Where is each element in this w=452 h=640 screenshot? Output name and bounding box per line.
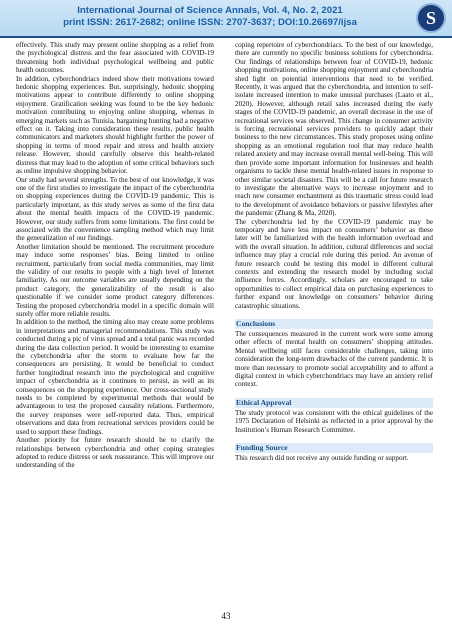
left-paragraph: Another limitation should be mentioned. The recruitment procedure may induce some responses’ bias. Being limited to online recruitment, particularly from social media communities, may limit the validity of our results to people with a high level of Internet familiarity. As our outcome variables are usually depending on the product category, the generalizability of the result is also questionable if we consider some product category differences. Testing the proposed cyberchondria model in a specific domain will surely offer more reliable results. bbox=[16, 242, 214, 318]
page-number: 43 bbox=[221, 611, 231, 621]
right-column bbox=[235, 41, 433, 462]
journal-header bbox=[0, 0, 452, 36]
logo-letter: S bbox=[425, 8, 436, 28]
left-paragraph: effectively. This study may present online shopping as a relief from the psychological distress and the fear associated with COVID-19 threatening both individual psychological wellbeing and public health outcomes. bbox=[16, 41, 214, 75]
left-paragraph: In addition to the method, the timing also may create some problems in interpretations and managerial recommendations. This study was conducted during a pic of virus spread and a total panic was recorded during the data collection period. It would be interesting to examine the cyberchondria after the storm to evaluate how far the consequences are persisting. It would be beneficial to conduct further longitudinal research into the psychological and cognitive impact of cyberchondria as it continues to persist, as well as its consequences on the shopping experience. Our cross-sectional study needs to be completed by experimental methods that would be advantageous to test the proposed causality relations. Furthermore, the survey responses were self-reported data. Thus, empirical observations and data from recreational services providers could be used to support these findings. bbox=[16, 318, 214, 436]
left-paragraph: Our study had several strengths. To the best of our knowledge, it was one of the first studies to investigate the impact of the cyberchondria on shopping experiences during the COVID-19 pandemic. This is particularly important, as this study serves as some of the first data about the mental health impacts of the COVID-19 pandemic. However, our study suffers from some limitations. The first could be associated with the convenience sampling method which may limit the generalization of our findings. bbox=[16, 175, 214, 243]
header-divider bbox=[0, 36, 452, 38]
left-column bbox=[16, 41, 214, 470]
left-paragraph: In addition, cyberchondriacs indeed show their motivations toward hedonic shopping experiences. But, surprisingly, hedonic shopping motivations appear to contribute differently to online shopping enjoyment. Gratification seeking was found to be the key hedonic motivation contributing to enjoying online shopping, whereas in emerging markets such as Tunisia, bargaining hunting had a negative effect on it. Taking into consideration these results, public health communicators and marketers should highlight further the power of shopping in terms of mood repair and stress and health anxiety release. However, should carefully observe this health-related distress that may lead to the adoption of some critical behaviors such as online impulsive shopping behavior. bbox=[16, 74, 214, 176]
section-heading-conclusions: Conclusions bbox=[235, 319, 433, 329]
ethical-approval-text: The study protocol was consistent with the ethical guidelines of the 1975 Declaration of Helsinki as reflected in a prior approval by the Institution’s Human Research Committee. bbox=[235, 408, 433, 434]
section-heading-ethical-approval: Ethical Approval bbox=[235, 398, 433, 408]
section-heading-funding-source: Funding Source bbox=[235, 443, 433, 453]
journal-issn-doi: print ISSN: 2617-2682; online ISSN: 2707-3637; DOI:10.26697/ijsa bbox=[63, 17, 357, 28]
funding-source-text: This research did not receive any outside funding or support. bbox=[235, 454, 409, 463]
right-paragraph: The cyberchondria led by the COVID-19 pandemic may be temporary and have less impact on consumers’ behavior as these later will be familiarized with the health information overload and with the overall situation. In addition, cultural differences and social influence may play a crucial role during this period. An avenue of future research could be testing this model in different cultural contexts and extending the research model by including social influence forces. Accordingly, scholars are encouraged to take opportunities to collect empirical data on purchasing experiences to further expand our knowledge on consumers’ behavior during catastrophic situations. bbox=[235, 217, 433, 310]
journal-logo-icon bbox=[416, 3, 446, 33]
right-paragraph: coping repertoire of cyberchondriacs. To the best of our knowledge, there are currently no specific business solutions for cyberchondria. Our findings of relationships between fear of COVID-19, hedonic shopping motivations, online shopping enjoyment and cyberchondria shed light on potential interventions that need to be verified. Recently, it was argued that the cyberchondria, and intention to self-isolate increased intention to make unusual purchases (Laato et al., 2020). However, although retail sales increased during the early stages of the COVID-19 pandemic, an overall decrease in the use of recreational services was observed. This change in consumer activity is forcing recreational services providers to quickly adapt their business to the new circumstances. This study proposes using online shopping as an emotional regulation tool that may reduce health related anxiety and may increase overall mental well-being. This will then provide some important information for businesses and health organisms to tackle these mental health-related issues in response to other similar societal disasters. This will be a call for future research to investigate the alternative ways to increase enjoyment and to reach new consumer enchantment as this traumatic stress could lead to the development of avoidance behaviors or passive lifestyles after the pandemic (Zhang & Ma, 2020). bbox=[235, 41, 433, 218]
left-paragraph: Another priority for future research should be to clarify the relationships between cyberchondria and other coping strategies adopted to reduce distress or seek reassurance. This will improve our understanding of the bbox=[16, 436, 214, 470]
conclusions-text: The consequences measured in the current work were some among other effects of mental health on consumers’ shopping attitudes. Mental wellbeing still faces considerable challenges, taking into consideration the long-term drawbacks of the current pandemic. It is more than necessary to promote social acceptability and to afford a digital context in which cyberchondriacs may have an anxiety relief context. bbox=[235, 330, 433, 389]
journal-title: International Journal of Science Annals, Vol. 4, No. 2, 2021 bbox=[77, 5, 343, 16]
